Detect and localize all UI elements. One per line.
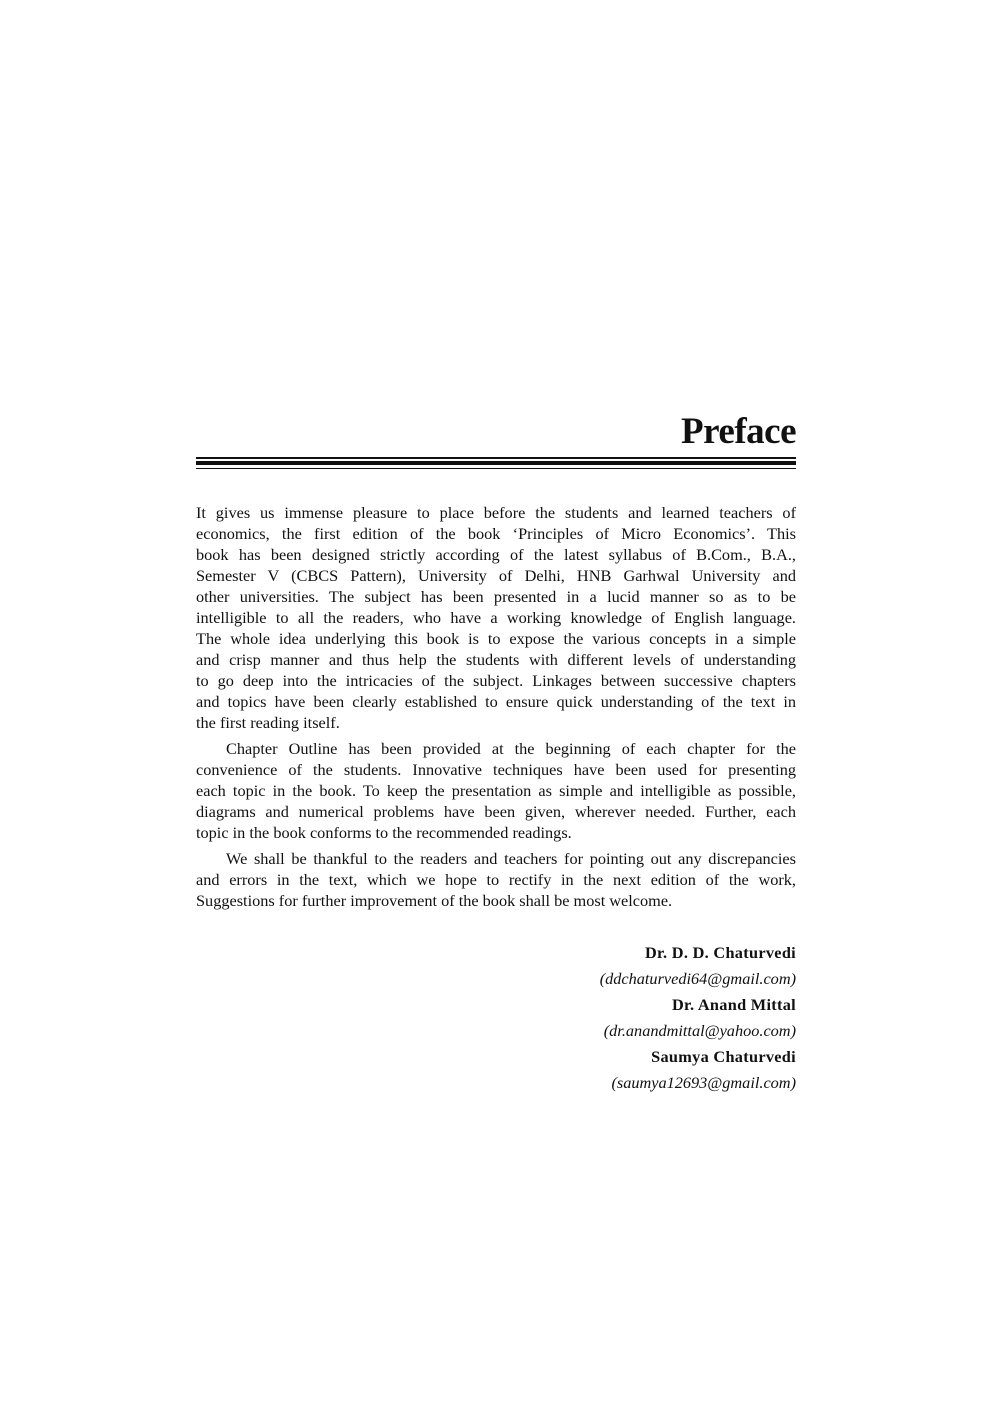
text-line: and crisp manner and thus help the students with different levels of understanding: [196, 650, 796, 669]
page-title: Preface: [681, 411, 796, 452]
text-line: other universities. The subject has been presented in a lucid manner so as to be: [196, 587, 796, 606]
text-line: The whole idea underlying this book is to expose the various concepts in a simple: [196, 629, 796, 648]
paragraph-2: [196, 738, 796, 843]
title-rule-thin-top: [196, 457, 796, 459]
text-line: to go deep into the intricacies of the subject. Linkages between successive chapters: [196, 671, 796, 690]
title-rule-thin-bottom: [196, 468, 796, 470]
text-line: Semester V (CBCS Pattern), University of Delhi, HNB Garhwal University and: [196, 566, 796, 585]
text-line: Suggestions for further improvement of the book shall be most welcome.: [196, 891, 673, 910]
text-line: book has been designed strictly according of the latest syllabus of B.Com., B.A.,: [196, 545, 796, 564]
text-line: economics, the first edition of the book ‘Principles of Micro Economics’. This: [196, 524, 796, 543]
text-line: diagrams and numerical problems have been given, wherever needed. Further, each: [196, 802, 796, 821]
text-line: It gives us immense pleasure to place before the students and learned teachers of: [196, 503, 796, 522]
author-name: Dr. Anand Mittal: [671, 995, 796, 1014]
author-email: (dr.anandmittal@yahoo.com): [603, 1021, 796, 1040]
text-line: topic in the book conforms to the recommended readings.: [196, 823, 572, 842]
author-signatures: [600, 940, 796, 1096]
text-line: intelligible to all the readers, who have a working knowledge of English language.: [196, 608, 796, 627]
paragraph-1: [196, 502, 796, 733]
text-line: and errors in the text, which we hope to rectify in the next edition of the work,: [196, 870, 796, 889]
author-email: (ddchaturvedi64@gmail.com): [599, 969, 796, 988]
author-email: (saumya12693@gmail.com): [611, 1073, 796, 1092]
title-rule-thick: [196, 461, 796, 465]
text-line: convenience of the students. Innovative techniques have been used for presenting: [196, 760, 796, 779]
author-name: Dr. D. D. Chaturvedi: [644, 943, 796, 962]
paragraph-3: [196, 848, 796, 911]
text-line: Chapter Outline has been provided at the beginning of each chapter for the: [226, 739, 796, 758]
text-line: We shall be thankful to the readers and teachers for pointing out any discrepancies: [226, 849, 796, 868]
text-line: each topic in the book. To keep the presentation as simple and intelligible as possible,: [196, 781, 796, 800]
text-line: the first reading itself.: [196, 713, 340, 732]
author-name: Saumya Chaturvedi: [651, 1047, 796, 1066]
text-line: and topics have been clearly established to ensure quick understanding of the text in: [196, 692, 796, 711]
